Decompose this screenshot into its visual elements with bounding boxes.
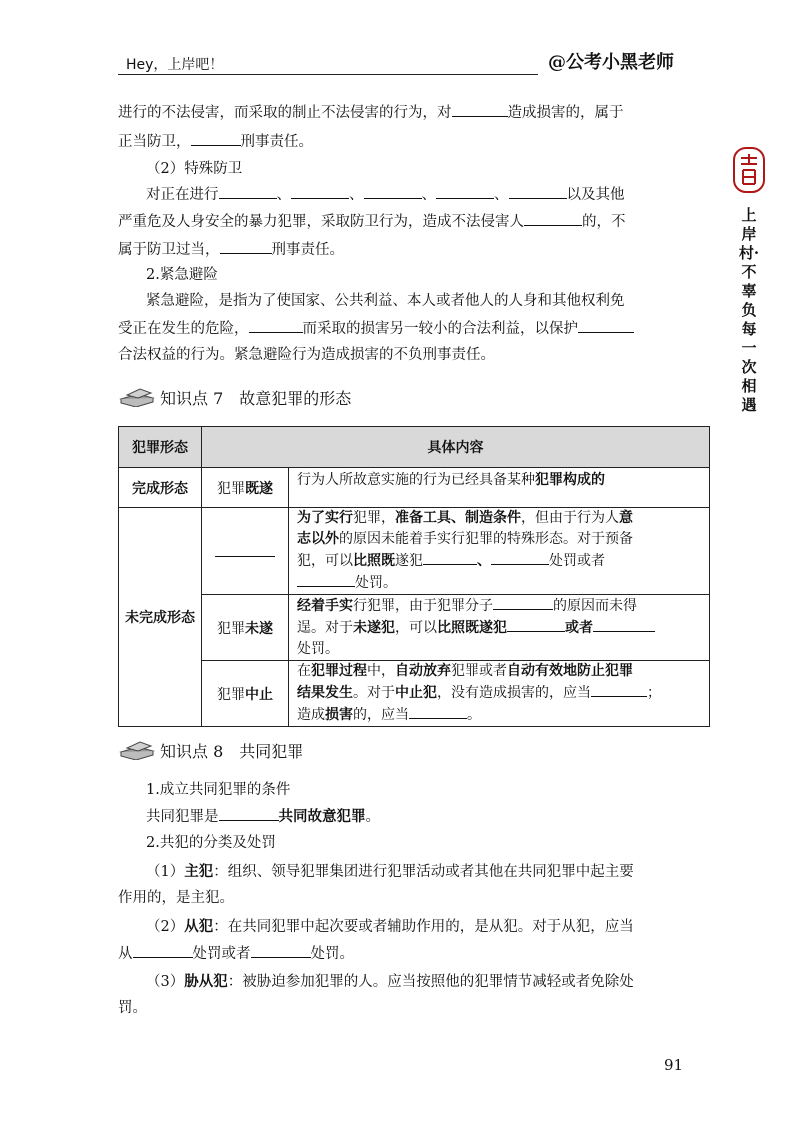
kp7-label: 知识点 7 [160, 388, 224, 408]
table-row [119, 661, 710, 727]
header-rule [118, 74, 538, 75]
seal-logo [731, 146, 767, 194]
cell-accomplished: 犯罪既遂 [202, 468, 289, 508]
header-cell-content: 具体内容 [202, 427, 710, 468]
fill-blank[interactable] [215, 542, 275, 557]
fill-blank[interactable] [249, 318, 303, 333]
kp8-title: 共同犯罪 [239, 741, 304, 761]
paragraph-line: 紧急避险，是指为了使国家、公共利益、本人或者他人的人身和其他权利免 [146, 293, 625, 309]
fill-blank[interactable] [507, 617, 565, 632]
cell-preparation-blank [202, 508, 289, 595]
books-icon [118, 740, 156, 760]
paragraph-line: （1）主犯：组织、领导犯罪集团进行犯罪活动或者其他在共同犯罪中起主要 [146, 863, 634, 880]
paragraph-line: 属于防卫过当， 刑事责任。 [118, 239, 344, 260]
cell-attempt-desc: 经着手实行犯罪，由于犯罪分子 的原因而未得 逞。对于未遂犯，可以比照既遂犯 或者 处罚。 [289, 595, 710, 661]
fill-blank[interactable] [133, 943, 193, 958]
fill-blank[interactable] [452, 102, 508, 117]
fill-blank[interactable] [220, 239, 272, 254]
fill-blank[interactable] [191, 131, 241, 146]
paragraph-line: 合法权益的行为。紧急避险行为造成损害的不负刑事责任。 [118, 347, 495, 363]
header-author: @公考小黑老师 [548, 52, 674, 73]
paragraph-line: （3）胁从犯：被胁迫参加犯罪的人。应当按照他的犯罪情节减轻或者免除处 [146, 973, 634, 990]
header-left-text: Hey，上岸吧！ [126, 57, 224, 73]
knowledge-point-8-heading [118, 737, 303, 763]
fill-blank[interactable] [591, 682, 647, 697]
fill-blank[interactable] [436, 184, 494, 199]
fill-blank[interactable] [578, 318, 634, 333]
paragraph-line: 罚。 [118, 1000, 147, 1016]
paragraph-line: 严重危及人身安全的暴力犯罪，采取防卫行为，造成不法侵害人 的，不 [118, 211, 626, 232]
table-header-row [119, 427, 710, 468]
fill-blank[interactable] [524, 211, 582, 226]
paragraph-line: 从 处罚或者 处罚。 [118, 943, 354, 964]
cell-preparation-desc: 为了实行犯罪，准备工具、制造条件，但由于行为人意 志以外的原因未能着手实行犯罪的特殊形态。对于预备 犯，可以比照既遂犯 、 处罚或者 处罚。 [289, 508, 710, 595]
side-slogan: 上岸村·不辜负每一次相遇 [738, 206, 760, 414]
fill-blank[interactable] [251, 943, 311, 958]
fill-blank[interactable] [291, 184, 349, 199]
crime-forms-table [118, 426, 710, 727]
subheading-emergency-avoidance: 2.紧急避险 [146, 267, 218, 283]
knowledge-point-7-heading [118, 384, 351, 410]
subheading-special-defense: （2）特殊防卫 [146, 161, 243, 177]
paragraph-line: 进行的不法侵害，而采取的制止不法侵害的行为，对 造成损害的，属于 [118, 102, 624, 123]
fill-blank[interactable] [491, 550, 549, 565]
table-row [119, 595, 710, 661]
cell-completed-form: 完成形态 [119, 468, 202, 508]
fill-blank[interactable] [219, 184, 277, 199]
paragraph-line: 作用的，是主犯。 [118, 890, 234, 906]
fill-blank[interactable] [409, 704, 467, 719]
books-icon [118, 387, 156, 407]
paragraph-line: 正当防卫， 刑事责任。 [118, 131, 313, 152]
subheading-conditions: 1.成立共同犯罪的条件 [146, 782, 291, 798]
cell-accomplished-desc: 行为人所故意实施的行为已经具备某种犯罪构成的 [289, 468, 710, 508]
fill-blank[interactable] [509, 184, 567, 199]
fill-blank[interactable] [364, 184, 422, 199]
header-cell-form: 犯罪形态 [119, 427, 202, 468]
kp7-title: 故意犯罪的形态 [239, 388, 352, 408]
table-row [119, 508, 710, 595]
subheading-classification: 2.共犯的分类及处罚 [146, 835, 276, 851]
fill-blank[interactable] [297, 572, 355, 587]
cell-abandonment-desc: 在犯罪过程中，自动放弃犯罪或者自动有效地防止犯罪 结果发生。对于中止犯，没有造成损害的，应当 ； 造成损害的，应当 。 [289, 661, 710, 727]
paragraph-line: 对正在进行 、 、 、 、 以及其他 [146, 184, 625, 205]
page-number: 91 [664, 1056, 684, 1074]
kp8-label: 知识点 8 [160, 741, 224, 761]
cell-attempt: 犯罪未遂 [202, 595, 289, 661]
fill-blank[interactable] [219, 806, 279, 821]
paragraph-line: 受正在发生的危险， 而采取的损害另一较小的合法利益，以保护 [118, 318, 634, 339]
cell-incomplete-form: 未完成形态 [119, 508, 202, 727]
paragraph-line: （2）从犯：在共同犯罪中起次要或者辅助作用的，是从犯。对于从犯，应当 [146, 918, 634, 935]
table-row [119, 468, 710, 508]
paragraph-line: 共同犯罪是 共同故意犯罪。 [146, 808, 380, 825]
fill-blank[interactable] [493, 595, 553, 610]
fill-blank[interactable] [593, 617, 655, 632]
cell-abandonment: 犯罪中止 [202, 661, 289, 727]
fill-blank[interactable] [423, 550, 477, 565]
